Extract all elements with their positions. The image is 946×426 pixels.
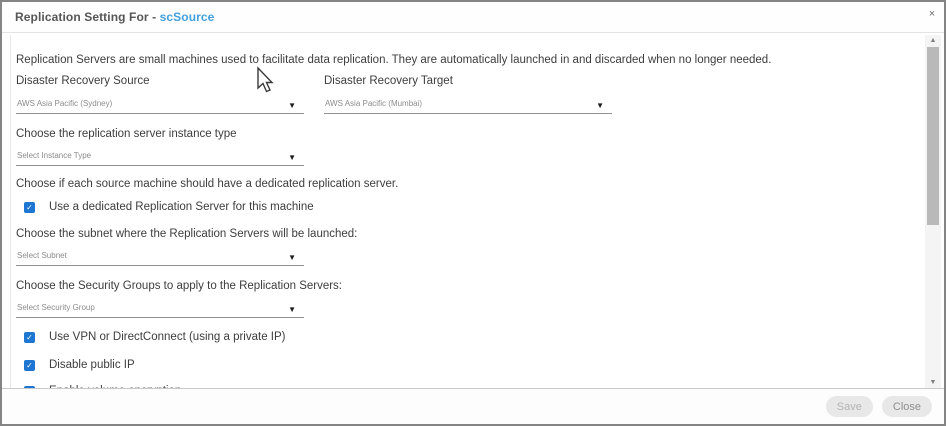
save-button[interactable]: Save (826, 396, 873, 417)
dialog-title-prefix: Replication Setting For - (15, 10, 160, 24)
description-text: Replication Servers are small machines used to facilitate data replication. They are automatically launched in and discarded when no longer needed. (16, 54, 772, 66)
dr-source-dropdown[interactable] (16, 97, 304, 114)
dr-target-value: AWS Asia Pacific (Mumbai) (325, 99, 423, 108)
dedicated-section-label: Choose if each source machine should have a dedicated replication server. (16, 178, 399, 190)
disable-public-ip-checkbox-label: Disable public IP (49, 359, 135, 371)
subnet-value: Select Subnet (17, 251, 67, 260)
vertical-scrollbar[interactable] (925, 35, 941, 392)
security-groups-label: Choose the Security Groups to apply to the Replication Servers: (16, 280, 343, 292)
chevron-down-icon: ▼ (288, 253, 296, 262)
vpn-checkbox-row (24, 331, 285, 343)
dialog-footer (2, 388, 944, 424)
dr-source-label: Disaster Recovery Source (16, 75, 150, 87)
scroll-down-icon[interactable]: ▼ (929, 379, 937, 386)
dialog-title (15, 10, 214, 24)
vpn-checkbox[interactable]: ✓ (24, 332, 35, 343)
instance-type-label: Choose the replication server instance type (16, 128, 237, 140)
dialog-titlebar (2, 2, 944, 33)
chevron-down-icon: ▼ (288, 101, 296, 110)
security-group-value: Select Security Group (17, 303, 95, 312)
close-button[interactable]: Close (882, 396, 932, 417)
dr-target-dropdown[interactable] (324, 97, 612, 114)
close-icon[interactable]: × (928, 8, 936, 20)
scrollbar-thumb[interactable] (927, 47, 939, 225)
dialog-title-target: scSource (159, 10, 215, 24)
dr-target-label: Disaster Recovery Target (324, 75, 453, 87)
instance-type-dropdown[interactable] (16, 149, 304, 166)
dedicated-server-checkbox-row (24, 201, 314, 213)
content-left-divider (10, 35, 11, 392)
subnet-dropdown[interactable] (16, 249, 304, 266)
scroll-up-icon[interactable]: ▲ (929, 37, 937, 44)
chevron-down-icon: ▼ (288, 153, 296, 162)
vpn-checkbox-label: Use VPN or DirectConnect (using a private IP) (49, 331, 286, 343)
instance-type-value: Select Instance Type (17, 151, 92, 160)
chevron-down-icon: ▼ (288, 305, 296, 314)
subnet-label: Choose the subnet where the Replication Servers will be launched: (16, 228, 358, 240)
disable-public-ip-checkbox-row (24, 359, 135, 371)
dedicated-server-checkbox-label: Use a dedicated Replication Server for this machine (49, 201, 314, 213)
dr-source-value: AWS Asia Pacific (Sydney) (17, 99, 113, 108)
dedicated-server-checkbox[interactable]: ✓ (24, 202, 35, 213)
dialog-content (2, 34, 923, 392)
disable-public-ip-checkbox[interactable]: ✓ (24, 360, 35, 371)
security-group-dropdown[interactable] (16, 301, 304, 318)
chevron-down-icon: ▼ (596, 101, 604, 110)
